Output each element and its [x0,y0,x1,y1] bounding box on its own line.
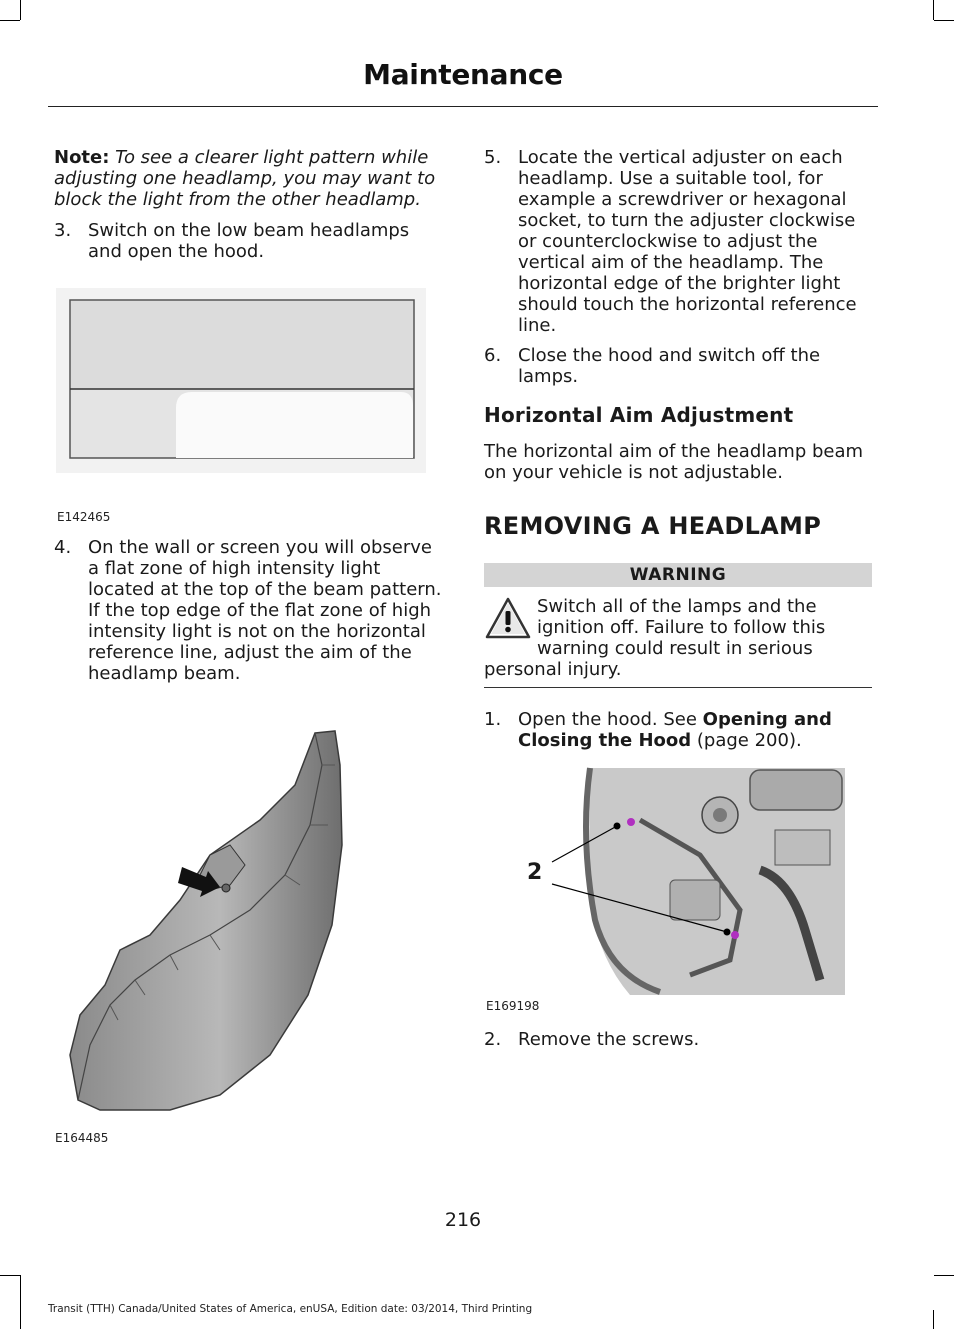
note-label: Note: [54,147,110,168]
header-rule [48,106,878,107]
step-2 [484,1029,874,1050]
warning-icon [485,596,531,640]
step-6 [484,345,874,387]
warning-banner: WARNING [484,563,872,587]
crop-mark [933,0,934,20]
figure-caption: E142465 [57,510,111,524]
step-3 [54,220,446,262]
step-text: Switch on the low beam headlamps and open the hood. [88,220,410,262]
step-number: 1. [484,709,502,730]
crop-mark [934,20,954,21]
crop-mark [20,1275,21,1329]
warning-text: Switch all of the lamps and the [537,596,817,617]
step-number: 2. [484,1029,502,1050]
edition-footer: Transit (TTH) Canada/United States of America, enUSA, Edition date: 03/2014, Third Printing [48,1303,533,1315]
note-text: To see a clearer light pattern while adjusting one headlamp, you may want to block the light from the other headlamp. [54,147,436,210]
headlamp-illustration [60,725,360,1115]
step-text-post: (page 200). [691,730,802,751]
page-number: 216 [444,1209,482,1231]
step-1 [484,709,874,751]
step-text: Locate the vertical adjuster on each headlamp. Use a suitable tool, for example a screwdriver or hexagonal socket, to turn the adjuster clockwise or counterclockwise to adjust the vertical aim of the headlamp. The horizontal edge of the brighter light should touch the horizontal reference line. [518,147,857,336]
crop-mark [0,1275,20,1276]
cross-reference-link[interactable]: Opening and Closing the Hood [518,709,832,751]
warning-text: ignition off. Failure to follow this [537,617,826,638]
callout-label: 2 [527,860,543,885]
crop-mark [934,1275,954,1276]
step-text-pre: Open the hood. See [518,709,703,730]
note [54,147,446,210]
step-text: On the wall or screen you will observe a flat zone of high intensity light located at the top of the beam pattern. If the top edge of the flat zone of high intensity light is not on the horizontal reference line, adjust the aim of the headlamp beam. [88,537,442,684]
step-text [518,709,874,751]
headlamp-figure [60,725,360,1115]
warning-text: personal injury. [484,659,622,680]
step-number: 5. [484,147,502,168]
engine-bay-figure [520,760,850,1000]
crop-mark [20,0,21,20]
crop-mark [933,1310,934,1329]
step-number: 6. [484,345,502,366]
section-heading: Horizontal Aim Adjustment [484,403,794,427]
step-5 [484,147,874,336]
step-4 [54,537,446,684]
engine-bay-illustration [520,760,850,1000]
paragraph: The horizontal aim of the headlamp beam on your vehicle is not adjustable. [484,441,864,483]
page-title: Maintenance [363,58,563,91]
step-number: 4. [54,537,72,558]
chapter-heading: REMOVING A HEADLAMP [484,512,822,540]
step-number: 3. [54,220,72,241]
warning-text: warning could result in serious [537,638,813,659]
beam-pattern-figure [56,288,426,473]
step-text: Remove the screws. [518,1029,700,1050]
warning-rule [484,687,872,688]
beam-pattern-illustration [56,288,426,473]
crop-mark [0,20,20,21]
step-text: Close the hood and switch off the lamps. [518,345,821,387]
figure-caption: E169198 [486,999,540,1013]
figure-caption: E164485 [55,1131,109,1145]
